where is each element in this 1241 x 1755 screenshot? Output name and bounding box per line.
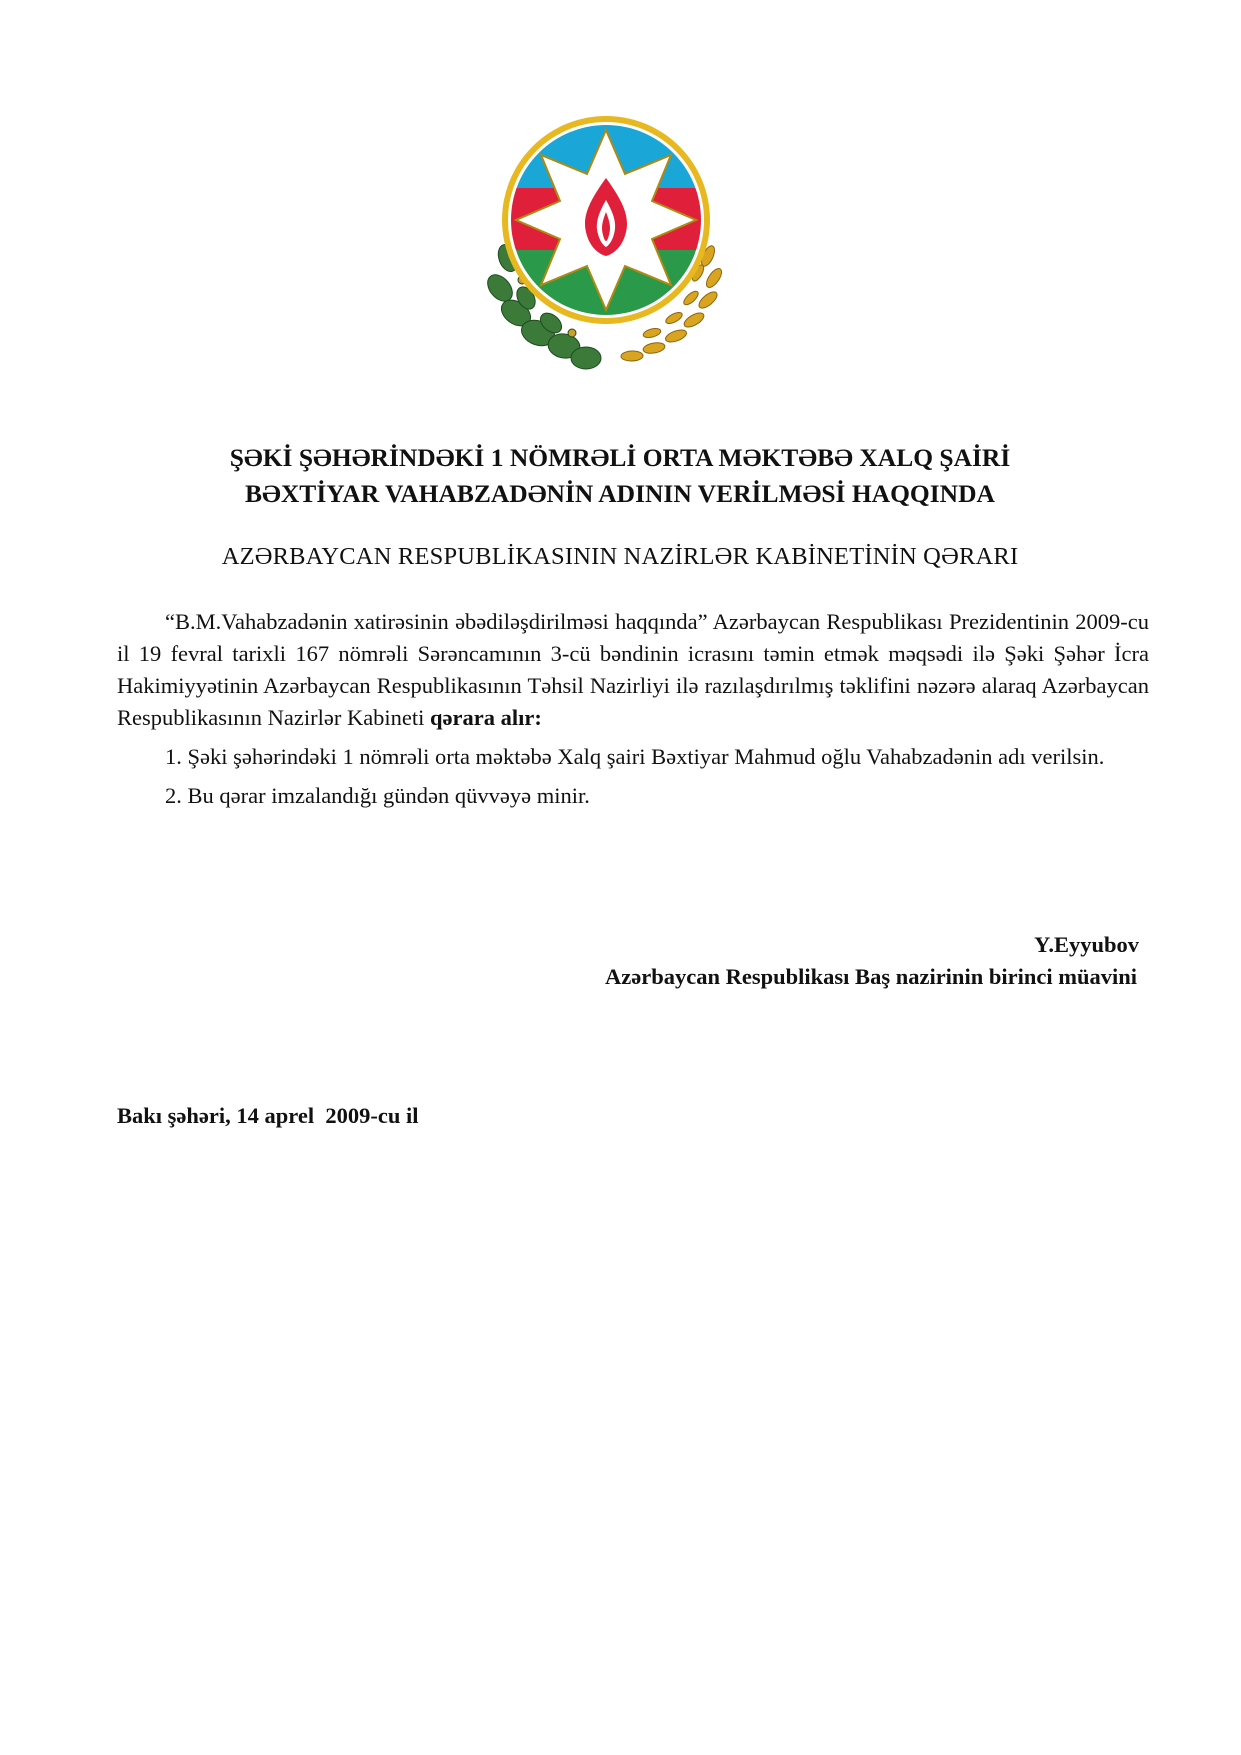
document-subtitle: AZƏRBAYCAN RESPUBLİKASININ NAZİRLƏR KABİNETİNİN QƏRARI (221, 543, 1019, 570)
document-body (117, 606, 1149, 819)
signatory-name: Y.Eyyubov (1034, 932, 1139, 957)
title-line-2: BƏXTİYAR VAHABZADƏNİN ADININ VERİLMƏSİ HAQQINDA (245, 479, 995, 508)
state-emblem-icon (486, 108, 726, 388)
preamble-bold-text: qərara alır: (430, 705, 542, 730)
decision-item: 2. Bu qərar imzalandığı gündən qüvvəyə minir. (165, 783, 590, 808)
place-and-date: Bakı şəhəri, 14 aprel 2009-cu il (117, 1103, 419, 1128)
preamble-paragraph (117, 606, 1149, 734)
document-title (100, 440, 1140, 512)
title-line-1: ŞƏKİ ŞƏHƏRİNDƏKİ 1 NÖMRƏLİ ORTA MƏKTƏBƏ XALQ ŞAİRİ (229, 443, 1011, 472)
preamble-text: “B.M.Vahabzadənin xatirəsinin əbədiləşdirilməsi haqqında” Azərbaycan Respublikası Prezidentinin 2009-cu il 19 fevral tarixli 167 nömrəli Sərəncamının 3-cü bəndinin icrasını təmin etmək məqsədi ilə Şəki Şəhər İcra Hakimiyyətinin Azərbaycan Respublikasının Təhsil Nazirliyi ilə razılaşdırılmış təklifini nəzərə alaraq Azərbaycan Respublikasının Nazirlər Kabineti (117, 609, 1149, 730)
signatory-position: Azərbaycan Respublikası Baş nazirinin birinci müavini (605, 964, 1137, 989)
decision-item: 1. Şəki şəhərindəki 1 nömrəli orta məktəbə Xalq şairi Bəxtiyar Mahmud oğlu Vahabzadənin adı verilsin. (165, 744, 1105, 769)
